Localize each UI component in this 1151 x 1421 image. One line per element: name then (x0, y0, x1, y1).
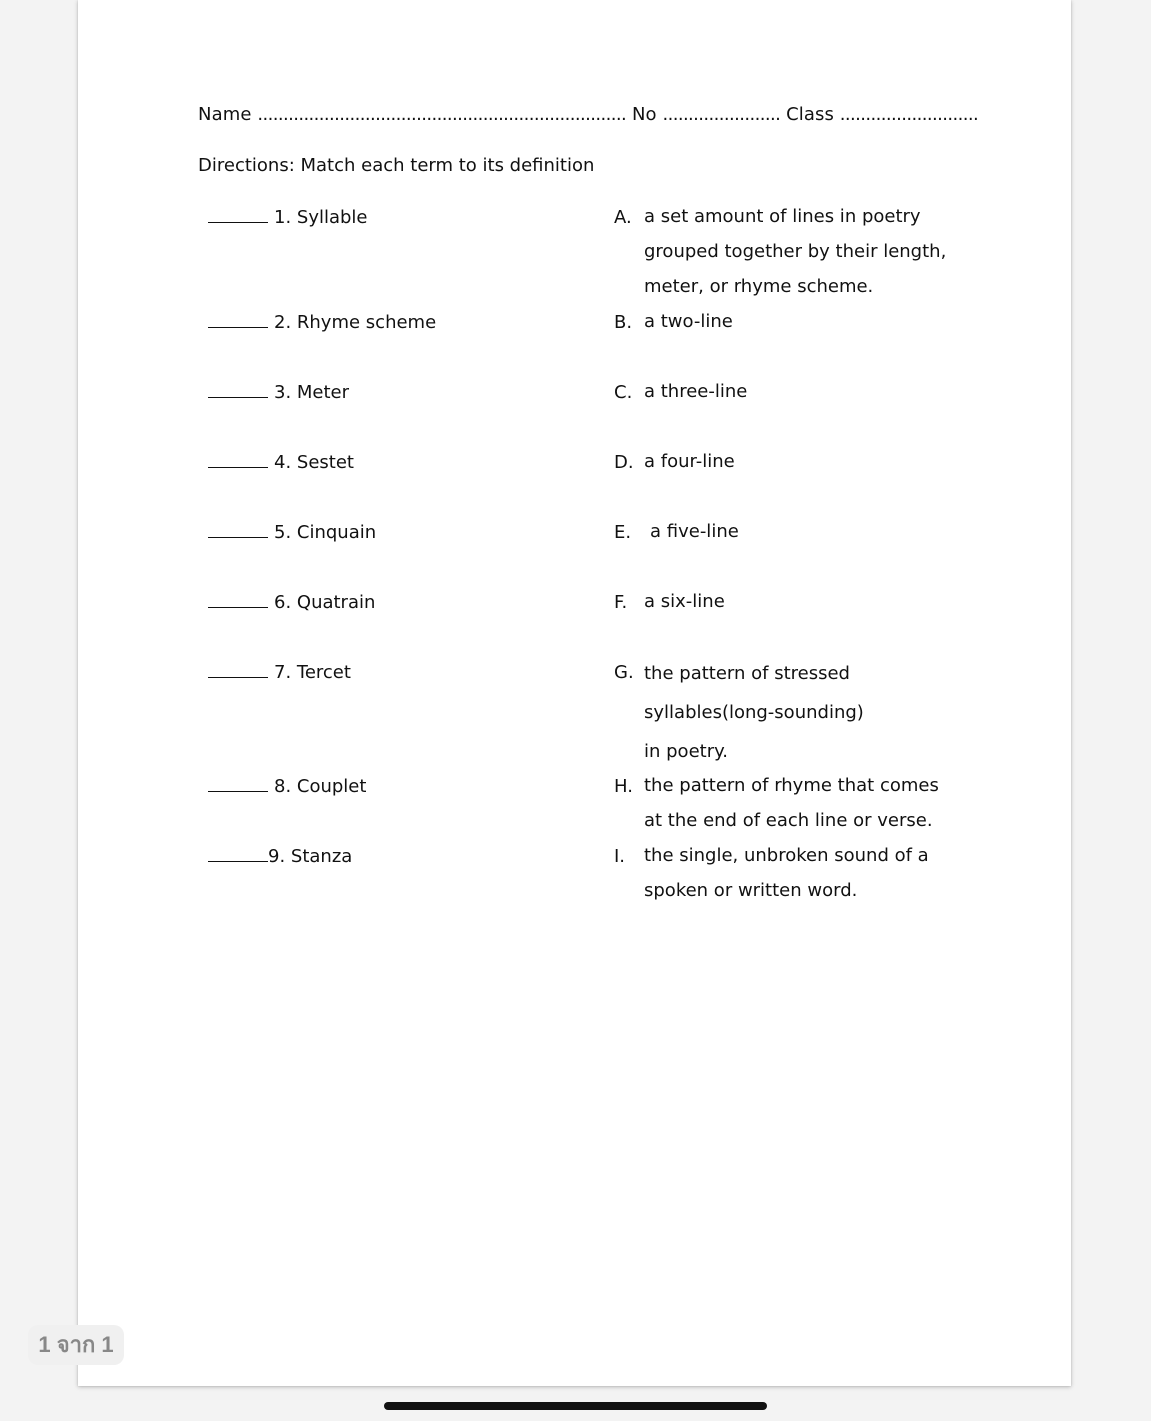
term-label: 8. Couplet (274, 776, 367, 797)
answer-blank (208, 523, 268, 538)
answer-blank (208, 313, 268, 328)
definition-text: a three-line (644, 381, 748, 402)
definition-letter: H. (614, 776, 633, 797)
definition-letter: F. (614, 592, 628, 613)
definition-item (614, 382, 954, 409)
name-fill: ........................................................................ (257, 104, 627, 125)
definition-letter: C. (614, 382, 633, 403)
definition-text: a two-line (644, 311, 733, 332)
term-item (208, 776, 366, 797)
no-fill: ....................... (662, 104, 781, 125)
definition-item (614, 452, 954, 479)
page-indicator: 1 จาก 1 (28, 1325, 124, 1365)
definition-letter: A. (614, 207, 632, 228)
definition-text: the pattern of rhyme that comes at the end of each line or verse. (644, 775, 939, 831)
definition-text: the single, unbroken sound of a spoken or written word. (644, 845, 929, 901)
class-label: Class (786, 104, 834, 125)
term-item (208, 592, 375, 613)
term-item (208, 382, 349, 403)
name-label: Name (198, 104, 252, 125)
definition-item (614, 846, 944, 908)
term-item (208, 312, 436, 333)
definition-letter: I. (614, 846, 626, 867)
definition-item (614, 776, 954, 838)
definition-item (614, 312, 954, 339)
answer-blank (208, 208, 268, 223)
student-info-line (198, 104, 978, 125)
term-item (208, 522, 376, 543)
definition-letter: D. (614, 452, 634, 473)
definition-letter: B. (614, 312, 633, 333)
answer-blank (208, 593, 268, 608)
definition-text: a four-line (644, 451, 735, 472)
definition-item (614, 592, 954, 619)
definition-text: a five-line (650, 521, 739, 542)
term-label: 4. Sestet (274, 452, 354, 473)
term-item (208, 662, 351, 683)
definition-text: a set amount of lines in poetry grouped together by their length, meter, or rhyme scheme. (644, 206, 947, 297)
home-indicator-bar[interactable] (384, 1402, 767, 1410)
definition-letter: G. (614, 662, 634, 683)
answer-blank (208, 453, 268, 468)
answer-blank (208, 383, 268, 398)
no-label: No (631, 104, 657, 125)
term-label: 5. Cinquain (274, 522, 377, 543)
term-label: 9. Stanza (268, 846, 353, 867)
term-label: 1. Syllable (274, 207, 368, 228)
answer-blank (208, 777, 268, 792)
answer-blank (208, 663, 268, 678)
term-label: 3. Meter (274, 382, 350, 403)
definition-text: a six-line (644, 591, 725, 612)
directions-text: Directions: Match each term to its definition (198, 155, 595, 176)
definition-letter: E. (614, 522, 632, 543)
definition-item (614, 662, 864, 771)
answer-blank (208, 847, 268, 862)
document-page (78, 0, 1071, 1386)
class-fill: ........................... (839, 104, 979, 125)
definition-item (614, 522, 954, 549)
definition-item (614, 207, 954, 304)
term-item (208, 846, 352, 867)
definition-text: the pattern of stressed syllables(long-sounding) in poetry. (644, 663, 864, 762)
term-label: 2. Rhyme scheme (274, 312, 437, 333)
term-item (208, 452, 354, 473)
term-label: 7. Tercet (274, 662, 351, 683)
term-label: 6. Quatrain (274, 592, 376, 613)
term-item (208, 207, 368, 228)
